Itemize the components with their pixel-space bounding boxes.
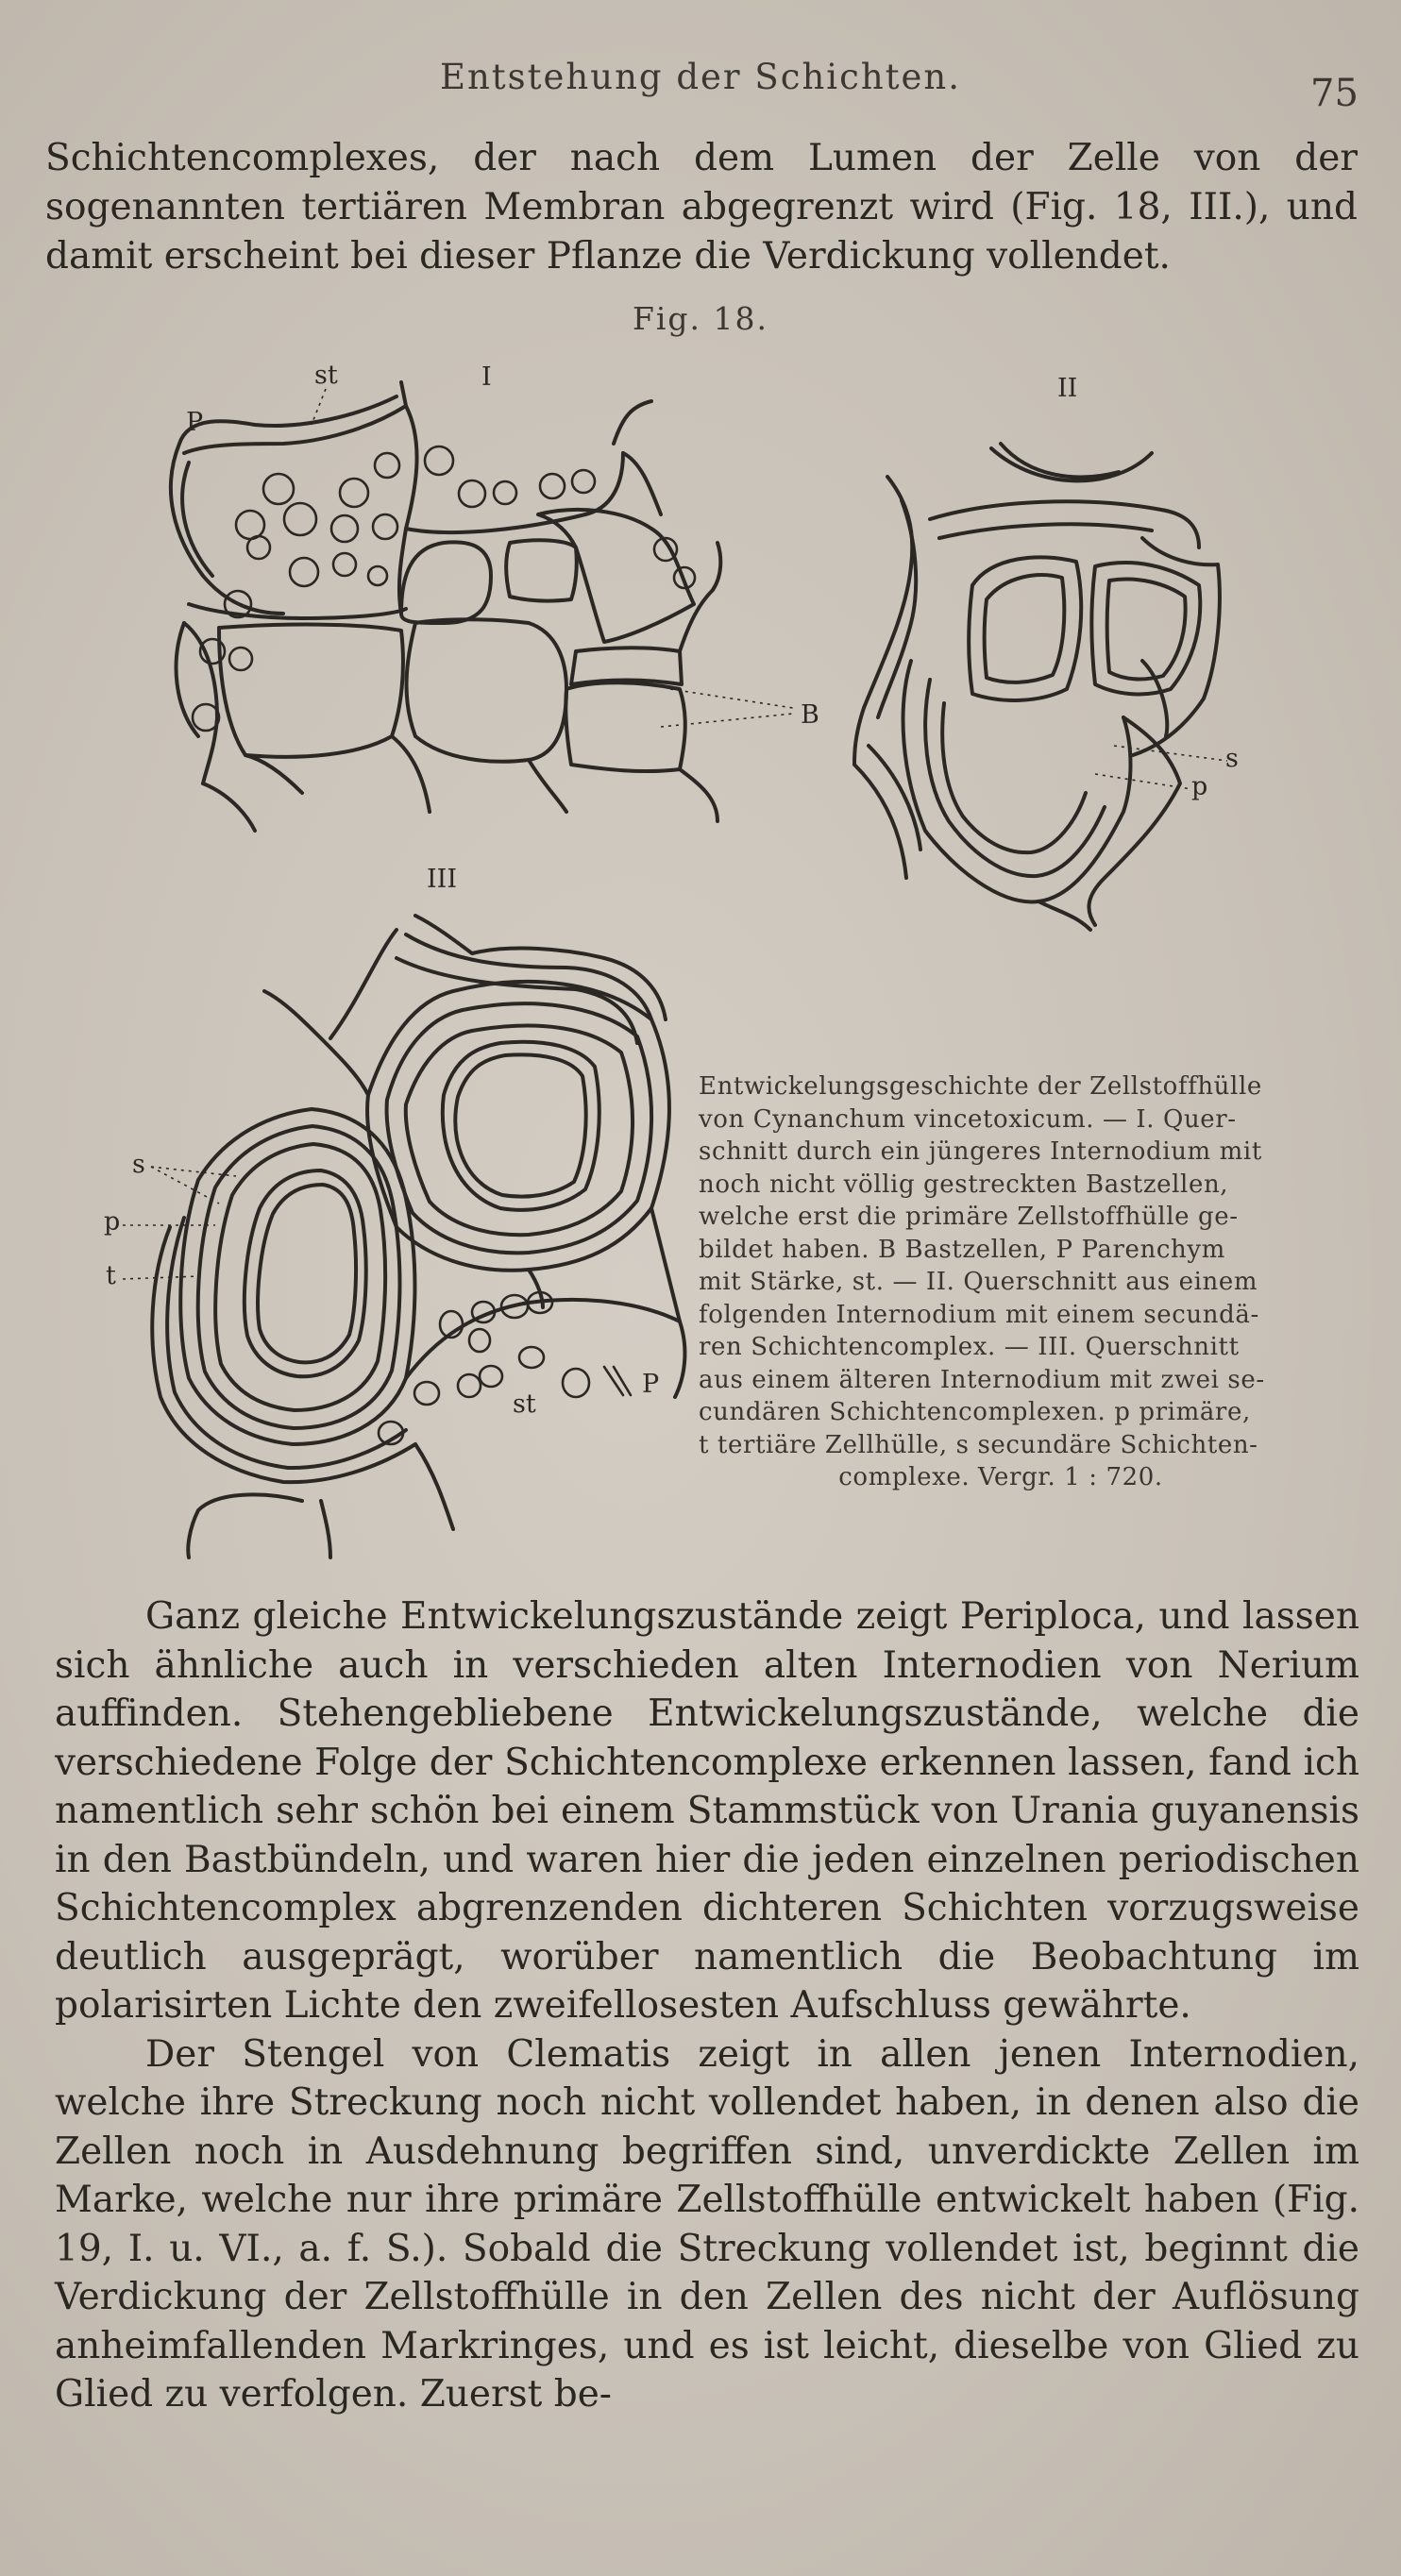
caption-line: bildet haben. B Bastzellen, P Parenchym	[699, 1235, 1225, 1264]
caption-line: complexe. Vergr. 1 : 720.	[838, 1463, 1163, 1491]
figure-label: Fig. 18.	[632, 300, 769, 337]
annotation-p-III: p	[104, 1207, 121, 1237]
annotation-s-II: s	[1225, 744, 1239, 773]
caption-line: Entwickelungsgeschichte der Zellstoffhülle	[699, 1072, 1262, 1101]
annotation-st-top: st	[314, 361, 338, 390]
annotation-P-left: P	[186, 408, 204, 437]
panel-III-drawing	[104, 865, 684, 1557]
panel-I-drawing	[171, 361, 819, 831]
annotation-s-III: s	[132, 1150, 145, 1179]
figure-caption	[699, 1070, 1401, 1494]
caption-line: von Cynanchum vincetoxicum. — I. Quer-	[699, 1104, 1237, 1134]
caption-line: noch nicht völlig gestreckten Bastzellen,	[699, 1170, 1229, 1199]
annotation-p-II: p	[1191, 772, 1208, 801]
body-paragraph-1: Ganz gleiche Entwickelungszustände zeigt Periploca, und lassen sich ähnliche auch in verschieden alten Internodien von Nerium auffinden. Stehengebliebene Entwickelungszustände, welche die verschiedene Folge der Schichtencomplexe erkennen lassen, fand ich namentlich sehr schön bei einem Stammstück von Urania guyanensis in den Bastbündeln, und waren hier die jeden einzelnen periodischen Schichtencomplex abgrenzenden dichteren Schichten vorzugsweise deutlich ausgeprägt, worüber namentlich die Beobachtung im polarisirten Lichte den zweifellosesten Aufschluss gewährte.	[55, 1595, 1359, 2027]
panel-II-drawing	[854, 374, 1239, 930]
panel-I-label: I	[481, 362, 492, 392]
annotation-B: B	[801, 700, 819, 730]
caption-line: t tertiäre Zellhülle, s secundäre Schichten-	[699, 1430, 1258, 1459]
annotation-P-III: P	[642, 1370, 660, 1399]
caption-line: mit Stärke, st. — II. Querschnitt aus einem	[699, 1268, 1258, 1296]
caption-line: aus einem älteren Internodium mit zwei se-	[699, 1365, 1265, 1394]
intro-paragraph: Schichtencomplexes, der nach dem Lumen der Zelle von der sogenannten tertiären Membran abgegrenzt wird (Fig. 18, III.), und damit erscheint bei dieser Pflanze die Verdickung vollendet.	[45, 137, 1358, 278]
caption-line: welche erst die primäre Zellstoffhülle ge-	[699, 1203, 1239, 1231]
body-paragraph-2: Der Stengel von Clematis zeigt in allen jenen Internodien, welche ihre Streckung noch nicht vollendet haben, in denen also die Zellen noch in Ausdehnung begriffen sind, unverdickte Zellen im Marke, welche nur ihre primäre Zellstoffhülle entwickelt haben (Fig. 19, I. u. VI., a. f. S.). Sobald die Streckung vollendet ist, beginnt die Verdickung der Zellstoffhülle in den Zellen des nicht der Auflösung anheimfallenden Markringes, und es ist leicht, dieselbe von Glied zu Glied zu verfolgen. Zuerst be-	[55, 2032, 1359, 2416]
running-title: Entstehung der Schichten.	[439, 57, 962, 97]
body-text	[55, 1592, 1359, 2419]
caption-line: ren Schichtencomplex. — III. Querschnitt	[699, 1333, 1240, 1361]
annotation-t-III: t	[106, 1261, 116, 1290]
panel-II-label: II	[1057, 374, 1078, 403]
panel-III-label: III	[427, 865, 457, 894]
caption-line: folgenden Internodium mit einem secundä-	[699, 1300, 1259, 1329]
page-number: 75	[1310, 72, 1359, 115]
annotation-st-III: st	[513, 1389, 536, 1419]
caption-line: schnitt durch ein jüngeres Internodium mit	[699, 1137, 1262, 1166]
caption-line: cundären Schichtencomplexen. p primäre,	[699, 1398, 1251, 1426]
